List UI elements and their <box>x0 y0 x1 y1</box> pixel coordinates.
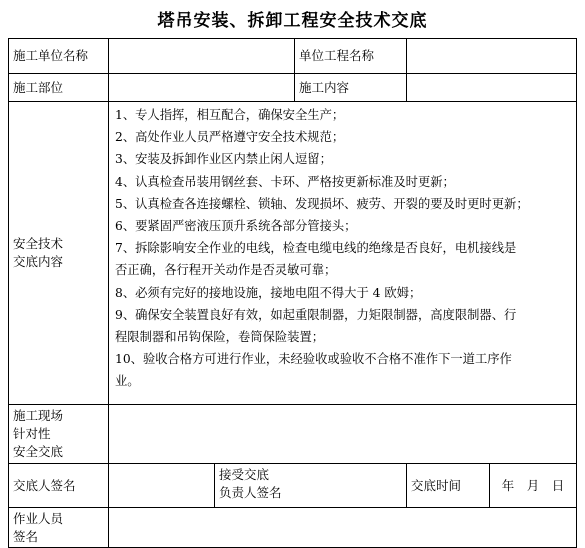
site-disclosure-field[interactable] <box>109 405 577 464</box>
item-line-4: 4、认真检查吊装用钢丝套、卡环、严格按更新标准及时更新； <box>115 174 455 189</box>
site-label-line2: 针对性 <box>13 426 51 441</box>
item-line-6: 6、要紧固严密液压顶升系统各部分管接头； <box>115 219 357 234</box>
row-construction-unit <box>9 39 577 74</box>
workers-label <box>9 508 109 548</box>
row-signatures <box>9 464 577 508</box>
content-field[interactable] <box>407 74 577 102</box>
item-line-12: 10、验收合格方可进行作业，未经验收或验收不合格不准作下一道工序作 <box>115 352 512 367</box>
location-field[interactable] <box>109 74 295 102</box>
item-line-13: 业。 <box>115 374 140 389</box>
receiver-label-line2: 负责人签名 <box>219 485 282 500</box>
receiver-label <box>215 464 407 508</box>
row-workers <box>9 508 577 548</box>
site-label-line3: 安全交底 <box>13 444 64 459</box>
project-name-field[interactable] <box>407 39 577 74</box>
row-site-disclosure <box>9 405 577 464</box>
item-line-10: 9、确保安全装置良好有效，如起重限制器，力矩限制器，高度限制器、行 <box>115 307 517 322</box>
item-line-7: 7、拆除影响安全作业的电线，检查电缆电线的绝缘是否良好，电机接线是 <box>115 241 517 256</box>
location-label: 施工部位 <box>9 74 109 102</box>
item-line-9: 8、必须有完好的接地设施，接地电阻不得大于 4 欧姆； <box>115 285 422 300</box>
construction-unit-label: 施工单位名称 <box>9 39 109 74</box>
workers-label-line1: 作业人员 <box>13 510 64 526</box>
tech-label-line1: 安全技术 <box>13 236 64 251</box>
time-label: 交底时间 <box>407 464 490 508</box>
content-label: 施工内容 <box>295 74 407 102</box>
tech-content-items <box>109 102 577 405</box>
item-line-2: 2、高处作业人员严格遵守安全技术规范； <box>115 130 345 145</box>
item-line-5: 5、认真检查各连接螺栓、锁轴、发现损坏、疲劳、开裂的要及时更时更新； <box>115 196 529 211</box>
disclosure-form <box>8 38 577 548</box>
item-line-1: 1、专人指挥，相互配合，确保安全生产； <box>115 108 345 122</box>
row-technical-content <box>9 102 577 405</box>
row-location <box>9 74 577 102</box>
project-name-label: 单位工程名称 <box>295 39 407 74</box>
workers-signature-field[interactable] <box>109 508 577 548</box>
item-line-8: 否正确，各行程开关动作是否灵敏可靠； <box>115 263 337 278</box>
tech-content-label <box>9 102 109 405</box>
discloser-signature-field[interactable] <box>109 464 215 508</box>
site-label-line1: 施工现场 <box>13 408 64 423</box>
receiver-label-line1: 接受交底 <box>219 467 270 482</box>
disclosure-date-field[interactable]: 年 月 日 <box>490 464 577 508</box>
tech-label-line2: 交底内容 <box>13 254 64 269</box>
item-line-3: 3、安装及拆卸作业区内禁止闲人逗留； <box>115 152 332 167</box>
document-title: 塔吊安装、拆卸工程安全技术交底 <box>157 11 428 31</box>
item-line-11: 程限制器和吊钩保险，卷筒保险装置； <box>115 330 325 345</box>
site-disclosure-label <box>9 405 109 464</box>
discloser-label: 交底人签名 <box>9 464 109 508</box>
workers-label-line2: 签名 <box>13 528 39 544</box>
construction-unit-field[interactable] <box>109 39 295 74</box>
